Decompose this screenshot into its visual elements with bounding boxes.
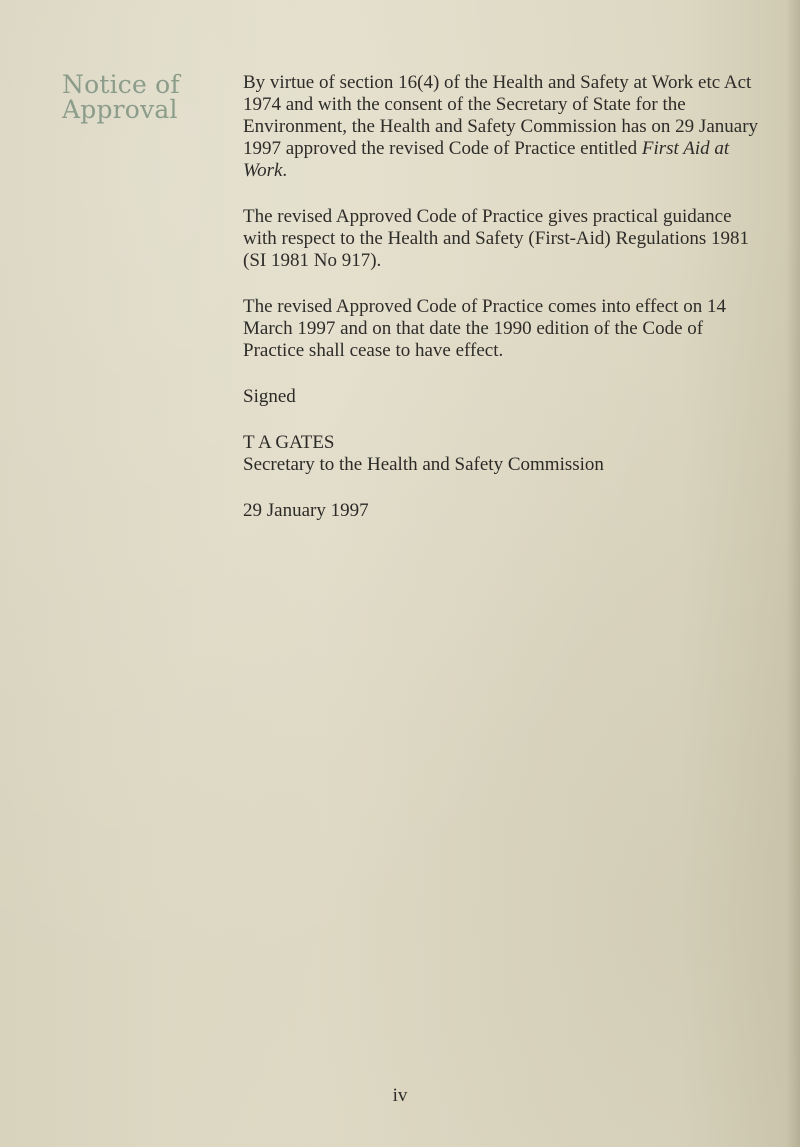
code-of-practice-title: First Aid at Work <box>243 138 730 181</box>
paragraph-approval <box>243 72 763 182</box>
paragraph-guidance: The revised Approved Code of Practice gives practical guidance with respect to the Health and Safety (First-Aid) Regulations 1981 (SI 1981 No 917). <box>243 206 750 271</box>
signatory-name: T A GATES <box>243 432 335 453</box>
signatory-title: Secretary to the Health and Safety Commission <box>243 454 604 475</box>
signed-label: Signed <box>243 386 296 407</box>
section-heading-line-2: Approval <box>62 95 178 124</box>
signature-date: 29 January 1997 <box>243 500 369 521</box>
paragraph-approval-end: . <box>282 160 288 181</box>
section-heading <box>62 72 232 122</box>
section-heading-line-1: Notice of <box>62 70 180 99</box>
paragraph-approval-text: By virtue of section 16(4) of the Health and Safety at Work etc Act 1974 and with the consent of the Secretary of State for the Environment, the Health and Safety Commission has on 29 January 1997 approved the revised Code of Practice entitled <box>243 72 759 159</box>
notice-body <box>243 72 763 522</box>
signatory-block <box>243 432 763 476</box>
page-number: iv <box>392 1085 408 1106</box>
page-edge-shadow <box>786 0 800 1147</box>
paragraph-effective-date: The revised Approved Code of Practice comes into effect on 14 March 1997 and on that date the 1990 edition of the Code of Practice shall cease to have effect. <box>243 296 726 361</box>
